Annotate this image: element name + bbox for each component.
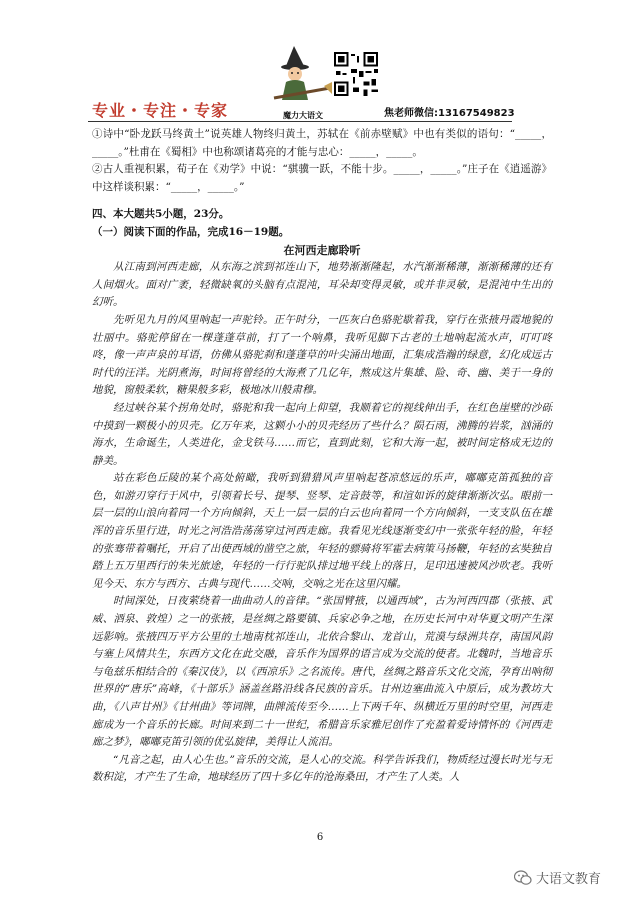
brand-name: 魔力大语文 bbox=[283, 111, 323, 120]
article-title: 在河西走廊聆听 bbox=[283, 243, 361, 257]
witch-mascot-logo bbox=[272, 44, 332, 110]
page-number: 6 bbox=[316, 832, 324, 843]
qr-code bbox=[334, 52, 378, 96]
header-slogan: 专业・专注・专家 bbox=[92, 101, 229, 120]
article-paragraph: 站在彩色丘陵的某个高处俯瞰，我听到猎猎风声里响起苍凉悠远的乐声，嘟嘟克笛孤独的音色，如游刃穿行于风中，引领着长号、提琴、竖琴、定音鼓等，和渲如诉的旋律渐渐次弘。眼前一层一层的山浪向着同一个方向倾斜，天上一层一层的白云也向着同一个方向倾斜，一支支队伍在雄浑的音乐里行进，时光之河浩浩荡荡穿过河西走廊。我看见光线逐渐变幻中一张张年轻的脸，年轻的张骞带着嘱托，开启了出使西域的凿空之旅，年轻的骠骑将军霍去病策马扬鞭，年轻的玄奘独自踏上五万里西行的朱光旅途，年轻的一行行驼队排过地平线上的落日，足印迅速被风沙吹老。我听见今天、东方与西方、古典与现代……交响，交响之光在这里闪耀。 bbox=[92, 472, 552, 590]
page-header bbox=[0, 0, 640, 122]
question-2: ②古人重视积累，荀子在《劝学》中说：“骐骥一跃，不能十步。_____，_____。”庄子在《逍遥游》中这样谈积累：“_____，_____。” bbox=[92, 163, 552, 193]
wechat-contact: 焦老师微信:13167549823 bbox=[384, 108, 515, 119]
section-subheading: （一）阅读下面的作品，完成16－19题。 bbox=[92, 225, 290, 238]
watermark-text: 大语文教育 bbox=[536, 872, 602, 887]
wechat-icon bbox=[514, 870, 532, 886]
article-paragraph: 时间深处，日夜萦绕着一曲曲动人的音律。“张国臂掖，以通西域”，古为河西四郡（张掖、武威、酒泉、敦煌）之一的张掖，是丝绸之路要镇、兵家必争之地，在历史长河中对华夏文明产生深远影响。张掖四万平方公里的土地南枕祁连山，北依合黎山、龙首山，荒漠与绿洲共存，南国风韵与塞上风情共生，东西方文化在此交融，音乐作为国界的语言成为交流的使者。北魏时，当地音乐与龟兹乐相结合的《秦汉伎》，以《西凉乐》之名流传。唐代，丝绸之路音乐文化交流，孕育出响彻世界的“唐乐”高峰，《十部乐》涵盖丝路沿线各民族的音乐。甘州边塞曲流入中原后，成为教坊大曲，《八声甘州》《甘州曲》等词牌，曲牌流传至今……上下两千年、纵横近万里的时空里，河西走廊成为一个音乐的长廊。时间来到二十一世纪，希腊音乐家雅尼创作了充盈着爱诗情怀的《河西走廊之梦》，嘟嘟克笛引领的优弘旋律，美得让人流泪。 bbox=[92, 595, 552, 749]
section-heading: 四、本大题共5小题，23分。 bbox=[92, 208, 230, 221]
article-paragraph: 从江南到河西走廊，从东海之滨到祁连山下，地势渐渐隆起，水汽渐渐稀薄，渐渐稀薄的还有人间烟火。面对广袤，轻微缺氧的头脑有点混沌，耳朵却变得灵敏，或并非灵敏，是混沌中生出的幻听。 bbox=[92, 261, 552, 309]
header-divider bbox=[88, 121, 512, 122]
watermark bbox=[514, 868, 601, 887]
question-1: ①诗中“卧龙跃马终黄土”说英雄人物终归黄土，苏轼在《前赤壁赋》中也有类似的语句：“_____，_____。”杜甫在《蜀相》中也称颂诸葛亮的才能与忠心：_____，_____。 bbox=[92, 128, 552, 158]
article-paragraph: 先听见九月的风里响起一声驼铃。正午时分，一匹灰白色骆驼歇着我，穿行在张掖丹霞地貌的壮丽中。骆驼停留在一棵蓬蓬草前，打了一个响鼻，我听见脚下古老的土地响起流水声，叮叮咚咚，像一声声泉的耳语，仿佛从骆驼刹和蓬蓬草的叶尖涌出地面，汇集成浩瀚的绿意，幻化成远古时代的汪洋。光阴煮海，时间将曾经的大海煮了几亿年，熬成这片集雄、险、奇、幽、美于一身的地貌，窗般柔软，糖果般多彩，极地冰川般肃穆。 bbox=[92, 313, 552, 397]
article-paragraph: “凡音之起，由人心生也。”音乐的交流，是人心的交流。科学告诉我们，物质经过漫长时光与无数积淀，才产生了生命，地球经历了四十多亿年的沧海桑田，才产生了人类。人 bbox=[92, 753, 552, 784]
article-paragraph: 经过峡谷某个拐角处时，骆驼和我一起向上仰望，我顺着它的视线伸出手，在红色崖壁的沙砾中摸到一颗极小的贝壳。亿万年来，这颗小小的贝壳经历了些什么？陨石雨，沸腾的岩浆，汹涌的海水，生命诞生，人类进化，金戈铁马……而它，直到此刻，它和大海一起，被时间定格成无边的静美。 bbox=[92, 401, 552, 467]
page-content bbox=[92, 126, 552, 787]
